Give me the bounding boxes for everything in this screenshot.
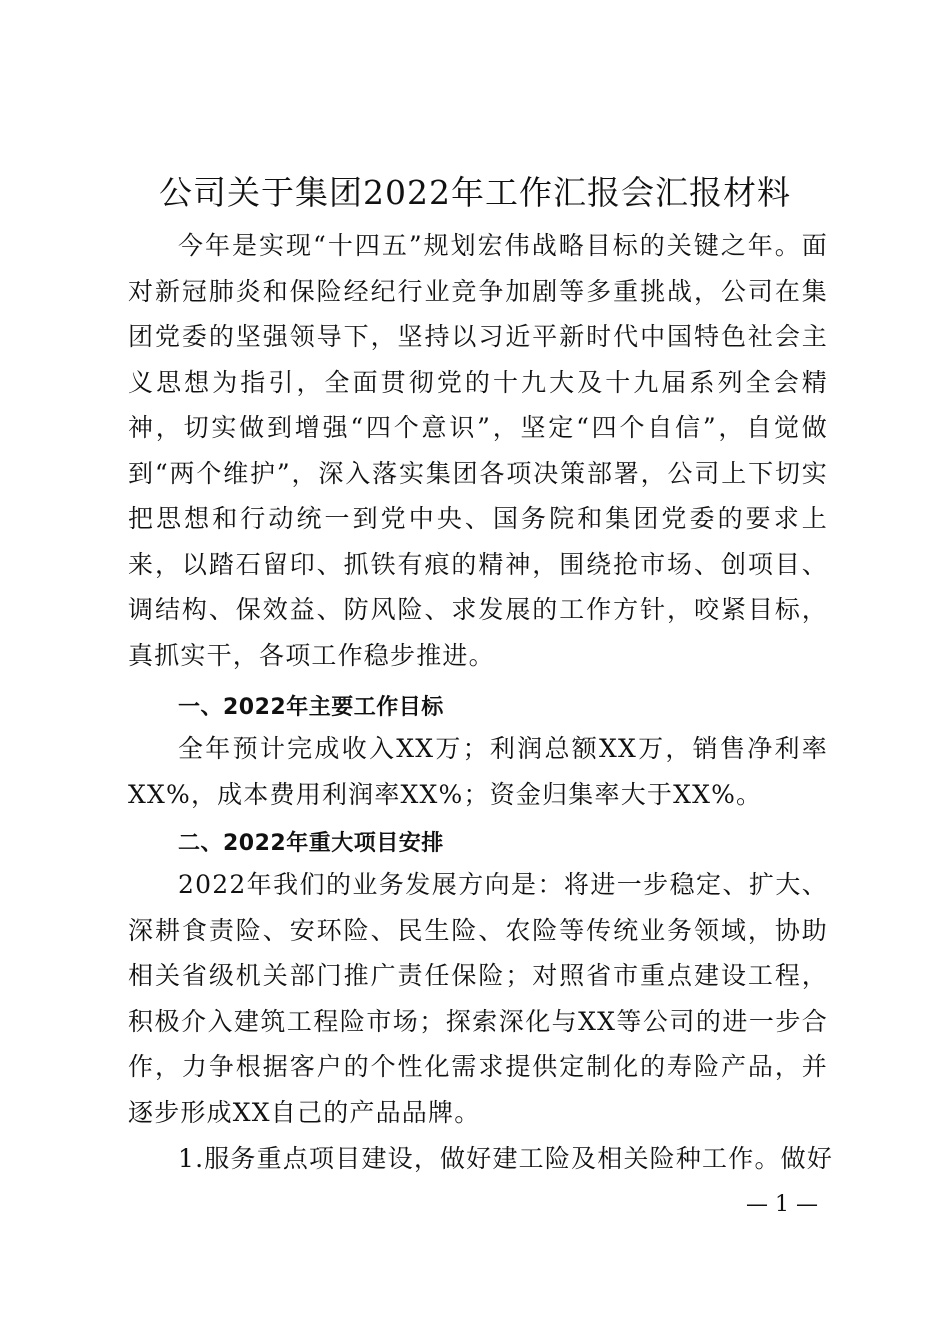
- document-title: 公司关于集团2022年工作汇报会汇报材料: [159, 173, 791, 212]
- section-2-paragraph-block: [128, 862, 828, 1135]
- section-1-paragraph: 全年预计完成收入XX万；利润总额XX万，销售净利率XX%，成本费用利润率XX%；资金归集率大于XX%。: [128, 734, 828, 809]
- section-2-paragraph: 2022年我们的业务发展方向是：将进一步稳定、扩大、深耕食责险、安环险、民生险、农险等传统业务领域，协助相关省级机关部门推广责任保险；对照省市重点建设工程，积极介入建筑工程险市场；探索深化与XX等公司的进一步合作，力争根据客户的个性化需求提供定制化的寿险产品，并逐步形成XX自己的产品品牌。: [128, 870, 828, 1127]
- section-2-heading: 二、2022年重大项目安排: [178, 831, 444, 856]
- page-number: — 1 —: [746, 1192, 818, 1217]
- section-1-paragraph-block: [128, 726, 828, 817]
- section-1-heading: 一、2022年主要工作目标: [178, 695, 444, 720]
- section-2-item-1: 1.服务重点项目建设，做好建工险及相关险种工作。做好: [178, 1144, 834, 1173]
- intro-paragraph-block: [128, 223, 828, 678]
- intro-paragraph: 今年是实现“十四五”规划宏伟战略目标的关键之年。面对新冠肺炎和保险经纪行业竞争加剧等多重挑战，公司在集团党委的坚强领导下，坚持以习近平新时代中国特色社会主义思想为指引，全面贯彻党的十九大及十九届系列全会精神，切实做到增强“四个意识”，坚定“四个自信”，自觉做到“两个维护”，深入落实集团各项决策部署，公司上下切实把思想和行动统一到党中央、国务院和集团党委的要求上来，以踏石留印、抓铁有痕的精神，围绕抢市场、创项目、调结构、保效益、防风险、求发展的工作方针，咬紧目标，真抓实干，各项工作稳步推进。: [128, 231, 828, 670]
- section-2-item-1-block: [128, 1136, 834, 1182]
